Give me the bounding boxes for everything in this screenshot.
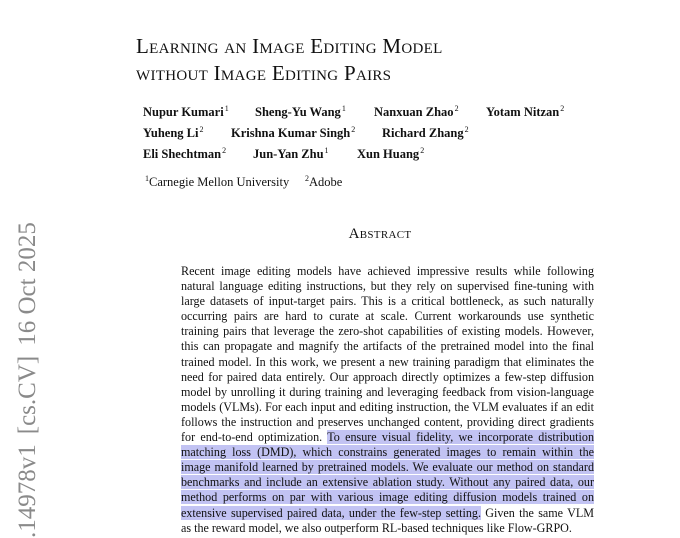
abstract-line: occurring pairs are hard to curate at scale. Current workarounds use synthetic	[181, 309, 594, 324]
author: Xun Huang$^2$	[357, 146, 425, 161]
abstract-line: Recent image editing models have achieved impressive results while following	[181, 264, 594, 278]
arxiv-id: .14978v1	[14, 444, 41, 538]
abstract-line: need for paired data entirely. Our approach directly optimizes a few-step diffusion	[181, 369, 594, 384]
abstract-line	[181, 490, 594, 505]
abstract-line: follows the instruction and preserves unchanged content, providing direct gradients	[181, 414, 594, 429]
highlighted-text: To ensure visual fidelity, we incorporate distribution	[327, 430, 594, 445]
abstract-line	[181, 460, 594, 475]
abstract-line: natural language editing instructions, but they rely on supervised fine-tuning with	[181, 279, 594, 294]
title-line-2: without Image Editing Pairs	[136, 61, 392, 85]
abstract-heading: Abstract	[348, 226, 412, 242]
abstract-body	[181, 264, 594, 536]
arxiv-identifier	[8, 208, 48, 538]
author: Richard Zhang$^2$	[382, 125, 469, 140]
abstract-line: training pairs that leverage the zero-shot capabilities of existing models. However,	[181, 324, 594, 339]
abstract-line: extensive supervised paired data, under the few-step setting. Given the same VLM	[181, 505, 594, 520]
abstract-line: models (VLMs). For each input and editing instruction, the VLM evaluates if an edit	[181, 399, 594, 414]
author: Eli Shechtman$^2$	[143, 146, 227, 161]
highlighted-text: matching loss (DMD), which constrains generated images to remain within the	[181, 445, 594, 460]
abstract-line: trained model. In this work, we present a new training paradigm that eliminates the	[181, 354, 594, 369]
abstract-line: for end-to-end optimization. To ensure visual fidelity, we incorporate distribution	[181, 430, 594, 445]
paper-title	[136, 33, 636, 87]
author: Yuheng Li$^2$	[143, 125, 204, 140]
author: Sheng-Yu Wang$^1$	[255, 104, 346, 119]
author: Yotam Nitzan$^2$	[486, 104, 565, 119]
author: Jun-Yan Zhu$^1$	[253, 146, 329, 161]
arxiv-date: 16 Oct 2025	[14, 222, 41, 346]
abstract-line: as the reward model, we also outperform RL-based techniques like Flow-GRPO.	[181, 520, 572, 535]
highlighted-text: extensive supervised paired data, under the few-step setting.	[181, 505, 481, 520]
abstract-line	[181, 445, 594, 460]
author: Nanxuan Zhao$^2$	[374, 104, 459, 119]
highlighted-text: image manifold learned by pretrained models. We evaluate our method on standard	[181, 460, 594, 475]
author: Nupur Kumari$^1$	[143, 104, 229, 119]
highlighted-text: benchmarks and include an extensive ablation study. Without any paired data, our	[181, 475, 594, 490]
abstract-line: this can propagate and magnify the artifacts of the pretrained model into the final	[181, 339, 594, 354]
arxiv-category: [cs.CV]	[14, 355, 41, 435]
abstract-line: model by unrolling it during training and leveraging feedback from vision-language	[181, 384, 594, 399]
affiliation: $^1$Carnegie Mellon University	[145, 174, 290, 189]
affiliation: $^2$Adobe	[305, 174, 343, 189]
highlighted-text: method performs on par with various image editing diffusion models trained on	[181, 490, 594, 505]
title-line-1: Learning an Image Editing Model	[136, 34, 443, 58]
abstract-line	[181, 475, 594, 490]
author: Krishna Kumar Singh$^2$	[231, 125, 356, 140]
abstract-line: large datasets of input-target pairs. This is a critical bottleneck, as such naturally	[181, 294, 594, 309]
